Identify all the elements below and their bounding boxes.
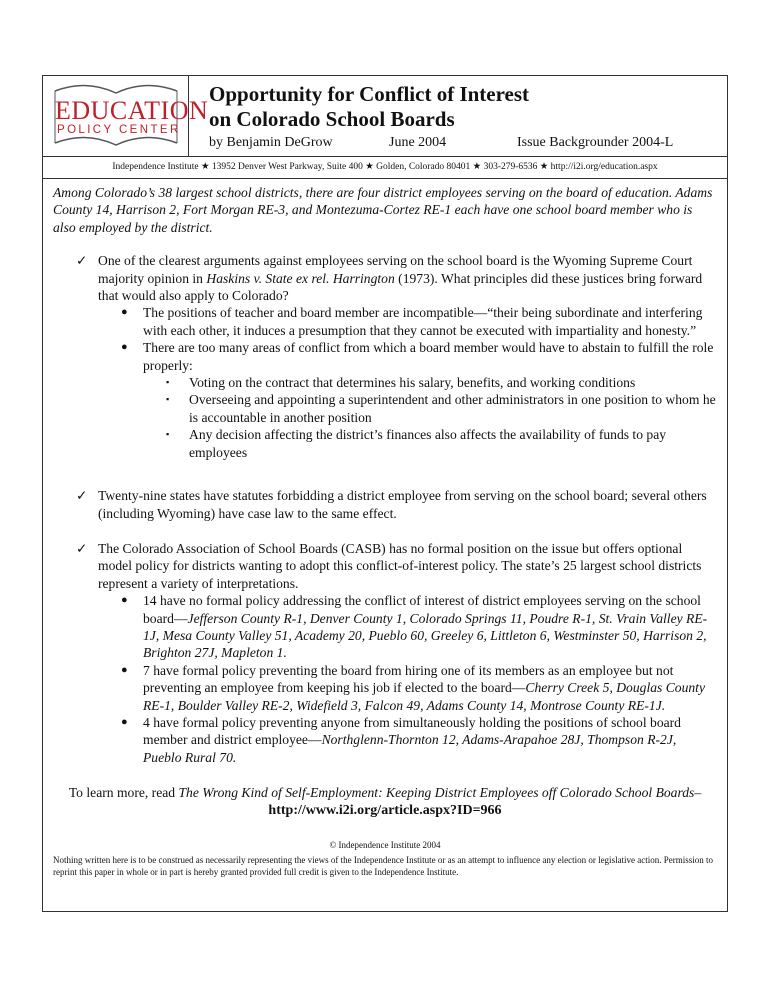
date: June 2004 <box>389 135 447 150</box>
list-item <box>53 304 717 339</box>
text: The Colorado Association of School Boards (CASB) has no formal position on the issue but offers optional model policy for districts wanting to adopt this conflict-of-interest policy. The state’s 25 largest school districts represent a variety of interpretations. <box>98 540 702 591</box>
article-title: The Wrong Kind of Self-Employment: Keeping District Employees off Colorado School Boards– <box>178 785 702 801</box>
logo <box>43 76 209 156</box>
list-item <box>53 592 717 662</box>
case-name: Haskins v. State ex rel. Harrington <box>206 270 395 286</box>
header <box>43 76 727 157</box>
text: 14 have no formal policy addressing the conflict of interest of district employees serving on the school board— <box>143 593 701 626</box>
list-item <box>53 374 717 391</box>
list-item <box>53 662 717 714</box>
district-list: Cherry Creek 5, Douglas County RE-1, Boulder Valley RE-2, Widefield 3, Falcon 49, Adams County 14, Montrose County RE-1J. <box>143 680 705 713</box>
text: The positions of teacher and board member are incompatible—“their being subordinate and interfering with each other, it induces a presumption that they cannot be executed with impartiality and honesty.” <box>143 305 703 338</box>
logo-text-top: EDUCATION <box>55 96 209 125</box>
list-item <box>53 487 717 522</box>
document-frame <box>42 75 728 912</box>
list-item <box>53 252 717 304</box>
article-link[interactable]: http://www.i2i.org/article.aspx?ID=966 <box>268 802 502 818</box>
text: Voting on the contract that determines his salary, benefits, and working conditions <box>189 375 636 391</box>
address-line: Independence Institute ★ 13952 Denver West Parkway, Suite 400 ★ Golden, Colorado 80401 ★ 303-279-6536 ★ http://i2i.org/education.aspx <box>43 157 727 179</box>
bullet-icon: ● <box>121 341 128 354</box>
square-bullet-icon: ▪ <box>166 377 170 388</box>
bullet-icon: ● <box>121 663 128 676</box>
logo-text-bottom: POLICY CENTER <box>57 124 181 136</box>
square-bullet-icon: ▪ <box>166 429 170 440</box>
district-list: Jefferson County R-1, Denver County 1, Colorado Springs 11, Poudre R-1, St. Vrain Valley RE-1J, Mesa County Valley 51, Academy 20, Pueblo 60, Greeley 6, Littleton 6, Westminster 50, Harrison 2, Brighton 27J, Mapleton 1. <box>143 610 708 661</box>
text: Twenty-nine states have statutes forbidding a district employee from serving on the school board; several others (including Wyoming) have case law to the same effect. <box>98 488 707 521</box>
copyright: © Independence Institute 2004 <box>329 840 441 850</box>
bullet-icon: ● <box>121 306 128 319</box>
district-list: Northglenn-Thornton 12, Adams-Arapahoe 28J, Thompson R-2J, Pueblo Rural 70. <box>143 732 677 765</box>
list-item <box>53 339 717 374</box>
square-bullet-icon: ▪ <box>166 394 170 405</box>
check-icon: ✓ <box>76 540 88 556</box>
text: Any decision affecting the district’s finances also affects the availability of funds to pay employees <box>189 427 667 460</box>
title-line-1: Opportunity for Conflict of Interest <box>209 82 530 106</box>
check-icon: ✓ <box>76 488 88 504</box>
text: One of the clearest arguments against employees serving on the school board is the Wyoming Supreme Court majority opinion in <box>98 253 693 286</box>
learn-more <box>53 784 717 801</box>
text: To learn more, read <box>68 785 179 801</box>
author: by Benjamin DeGrow <box>209 135 333 150</box>
intro-paragraph: Among Colorado’s 38 largest school districts, there are four district employees serving on the board of education. Adams County 14, Harrison 2, Fort Morgan RE-3, and Montezuma-Cortez RE-1 each have one school board member who is also employed by the district. <box>53 185 713 235</box>
text: 7 have formal policy preventing the board from hiring one of its members as an employee but not preventing an employee from keeping his job if elected to the board— <box>143 662 674 696</box>
list-item <box>53 714 717 766</box>
text: There are too many areas of conflict from which a board member would have to abstain to fulfill the role properly: <box>143 340 714 373</box>
text: Overseeing and appointing a superintendent and other administrators in one position to whom he is accountable in another position <box>189 392 716 425</box>
text: 4 have formal policy preventing anyone from simultaneously holding the positions of school board member and district employee— <box>143 714 681 748</box>
list-item <box>53 391 717 426</box>
list-item <box>53 540 717 592</box>
bullet-icon: ● <box>121 594 128 607</box>
text: (1973). What principles did these justices bring forward that would also apply to Colorado? <box>98 270 703 304</box>
list-item <box>53 426 717 461</box>
disclaimer: Nothing written here is to be construed as necessarily representing the views of the Independence Institute or as an attempt to influence any election or legislative action. Permission to reprint this paper in whole or in part is hereby granted provided full credit is given to the Independence Institute. <box>53 855 714 878</box>
title-line-2: on Colorado School Boards <box>209 107 455 131</box>
check-icon: ✓ <box>76 253 88 269</box>
bullet-icon: ● <box>121 715 128 728</box>
issue-number: Issue Backgrounder 2004-L <box>517 135 674 150</box>
